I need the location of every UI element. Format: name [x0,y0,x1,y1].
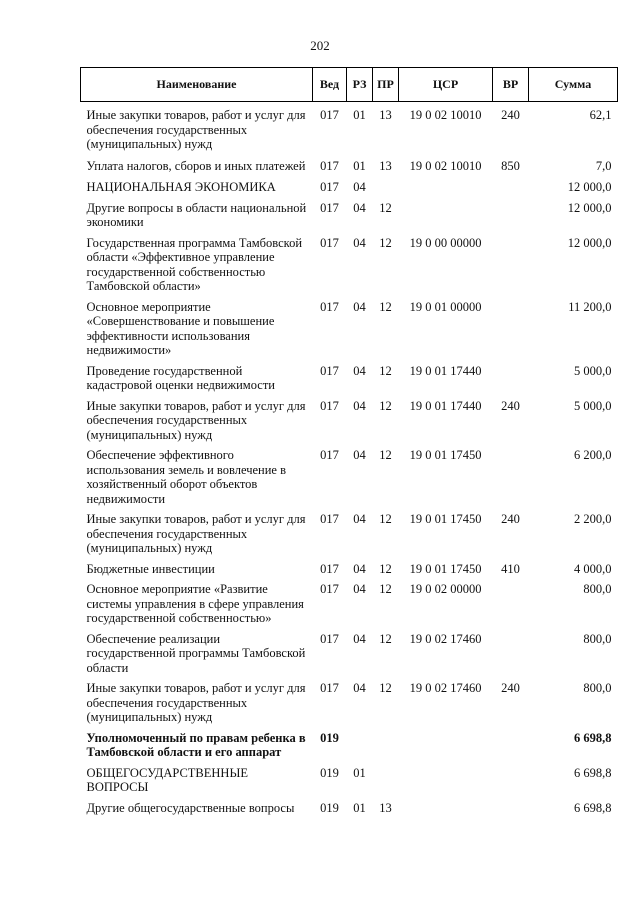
row-rz: 04 [353,448,366,462]
row-name: Обеспечение эффективного использования земель и вовлечение в хозяйственный оборот объектов недвижимости [86,448,286,506]
header-name: Наименование [81,68,313,102]
row-name: Уполномоченный по правам ребенка в Тамбовской области и его аппарат [86,730,306,759]
row-vr [493,358,529,393]
row-pr: 12 [379,235,392,250]
row-pr: 12 [379,681,392,695]
row-sum: 11 200,0 [568,299,612,314]
row-sum: 12 000,0 [567,235,612,250]
row-pr: 13 [379,158,392,173]
row-csr [399,195,493,230]
row-rz: 01 [353,800,366,815]
row-pr [373,760,399,795]
row-csr [399,173,493,195]
table-row [81,760,618,795]
row-name: НАЦИОНАЛЬНАЯ ЭКОНОМИКА [86,180,276,194]
row-csr [399,760,493,795]
row-pr: 12 [379,631,392,646]
table-row [81,626,618,676]
table-row [81,442,618,506]
row-ved: 017 [320,631,339,646]
table-row [81,358,618,393]
table-row [81,230,618,294]
row-rz: 04 [353,299,366,314]
row-rz: 04 [353,363,366,378]
row-name: Бюджетные инвестиции [86,561,215,576]
row-rz: 01 [353,108,366,122]
row-vr [493,230,529,294]
row-ved: 017 [320,299,339,314]
row-vr [493,294,529,358]
header-ved: Вед [313,68,347,102]
row-ved: 017 [320,158,339,173]
row-vr: 240 [501,681,520,695]
row-vr [493,173,529,195]
row-csr [399,725,493,760]
row-name: Основное мероприятие «Совершенствование и повышение эффективности использования недвижимости» [86,299,275,357]
row-rz: 01 [353,765,366,780]
row-sum: 6 698,8 [574,800,612,815]
row-csr: 19 0 01 17440 [409,398,482,413]
row-sum: 12 000,0 [567,180,612,194]
row-pr: 12 [379,200,392,215]
row-vr: 240 [501,398,520,413]
row-name: Иные закупки товаров, работ и услуг для обеспечения государственных (муниципальных) нужд [86,398,306,442]
row-csr [399,795,493,816]
row-pr: 12 [379,561,392,576]
table-body [81,102,618,816]
row-vr [493,195,529,230]
row-rz: 04 [353,200,366,215]
row-vr: 240 [501,108,520,122]
row-vr: 240 [501,512,520,526]
row-csr: 19 0 01 00000 [409,299,482,314]
row-pr [373,173,399,195]
row-csr: 19 0 02 00000 [409,582,482,596]
row-sum: 5 000,0 [574,398,612,413]
row-vr [493,760,529,795]
row-csr: 19 0 01 17440 [409,363,482,378]
row-rz: 01 [353,158,366,173]
row-pr: 13 [379,108,392,122]
row-sum: 4 000,0 [574,561,612,576]
row-sum: 12 000,0 [567,200,612,215]
page-number: 202 [310,38,330,53]
row-vr [493,576,529,626]
row-csr: 19 0 02 17460 [409,681,482,695]
table-row [81,506,618,556]
row-name: Иные закупки товаров, работ и услуг для обеспечения государственных (муниципальных) нужд [86,108,306,151]
row-ved: 017 [320,180,339,194]
table-row [81,152,618,174]
row-sum: 6 698,8 [574,765,612,780]
row-ved: 017 [320,512,339,526]
row-sum: 62,1 [589,108,612,122]
row-name: Основное мероприятие «Развитие системы управления в сфере управления государственной собственностью» [86,582,304,625]
row-ved: 017 [320,582,339,596]
row-name: Иные закупки товаров, работ и услуг для обеспечения государственных (муниципальных) нужд [86,681,306,724]
header-sum: Сумма [529,68,618,102]
row-pr: 12 [379,299,392,314]
row-sum: 800,0 [583,582,612,596]
row-vr: 410 [501,561,520,576]
row-csr: 19 0 01 17450 [409,512,482,526]
row-pr: 12 [379,582,392,596]
budget-table [80,67,618,815]
row-rz: 04 [353,512,366,526]
row-sum: 5 000,0 [574,363,612,378]
row-pr [373,725,399,760]
table-row [81,393,618,443]
row-sum: 7,0 [595,158,612,173]
row-vr [493,725,529,760]
row-rz: 04 [353,561,366,576]
row-ved: 019 [320,765,339,780]
table-row [81,173,618,195]
row-rz: 04 [353,235,366,250]
table-row [81,102,618,152]
row-vr [493,626,529,676]
row-csr: 19 0 02 17460 [409,631,482,646]
row-rz: 04 [353,631,366,646]
table-row [81,556,618,577]
row-pr: 12 [379,448,392,462]
row-ved: 019 [320,800,339,815]
row-pr: 13 [379,800,392,815]
row-vr [493,795,529,816]
table-row [81,195,618,230]
row-rz: 04 [353,180,366,194]
row-ved: 017 [320,235,339,250]
row-ved: 017 [320,681,339,695]
table-header-row [81,68,618,102]
row-ved: 019 [320,730,339,745]
row-name: ОБЩЕГОСУДАРСТВЕННЫЕ ВОПРОСЫ [86,765,248,794]
table-row [81,294,618,358]
row-rz: 04 [353,582,366,596]
row-pr: 12 [379,363,392,378]
row-sum: 800,0 [583,631,612,646]
row-sum: 800,0 [583,681,612,695]
row-name: Государственная программа Тамбовской области «Эффективное управление государственной собственностью Тамбовской области» [86,235,303,293]
header-rz: РЗ [347,68,373,102]
budget-table-container [80,67,617,815]
table-row [81,576,618,626]
row-ved: 017 [320,200,339,215]
row-ved: 017 [320,363,339,378]
row-name: Иные закупки товаров, работ и услуг для обеспечения государственных (муниципальных) нужд [86,512,306,555]
row-rz: 04 [353,681,366,695]
row-csr: 19 0 02 10010 [409,108,482,122]
row-pr: 12 [379,398,392,413]
row-csr: 19 0 00 00000 [409,235,482,250]
row-sum: 6 698,8 [574,730,612,745]
header-vr: ВР [493,68,529,102]
row-csr: 19 0 01 17450 [409,561,482,576]
row-name: Обеспечение реализации государственной программы Тамбовской области [86,631,306,675]
row-name: Другие вопросы в области национальной экономики [86,200,307,229]
row-vr: 850 [501,158,520,173]
table-row [81,795,618,816]
row-vr [493,442,529,506]
row-csr: 19 0 02 10010 [409,158,482,173]
row-name: Проведение государственной кадастровой оценки недвижимости [86,363,275,392]
table-row [81,675,618,725]
row-rz [347,725,373,760]
header-pr: ПР [373,68,399,102]
row-ved: 017 [320,398,339,413]
row-rz: 04 [353,398,366,413]
header-csr: ЦСР [399,68,493,102]
row-csr: 19 0 01 17450 [409,448,482,462]
table-row [81,725,618,760]
row-ved: 017 [320,448,339,462]
row-pr: 12 [379,512,392,526]
row-ved: 017 [320,561,339,576]
row-name: Другие общегосударственные вопросы [86,800,295,815]
row-ved: 017 [320,108,339,122]
row-sum: 6 200,0 [574,448,612,462]
row-sum: 2 200,0 [574,512,612,526]
row-name: Уплата налогов, сборов и иных платежей [86,158,306,173]
